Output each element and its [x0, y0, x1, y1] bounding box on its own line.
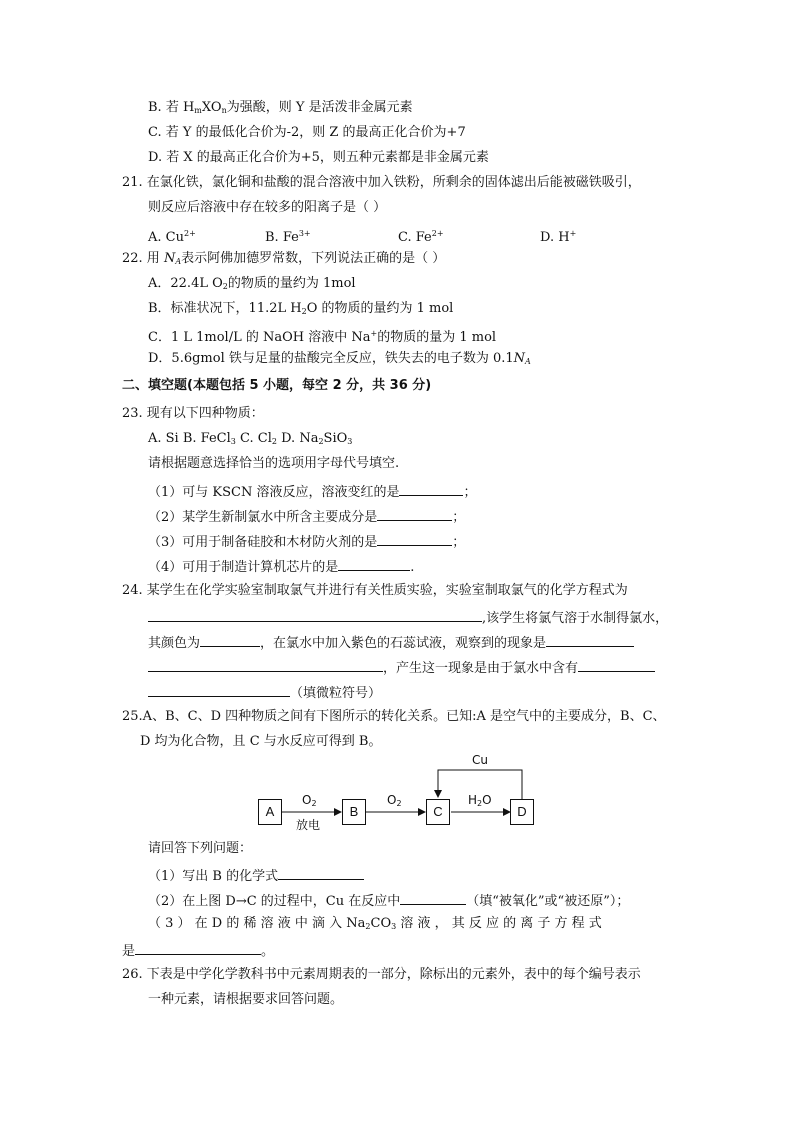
- q21-option-a: A. $Cu^{2+}$: [148, 229, 196, 245]
- q23-sub3: （3）可用于制备硅胶和木材防火剂的是 ；: [148, 531, 465, 552]
- q21-option-d: D. H+: [540, 229, 577, 245]
- answer-blank[interactable]: [135, 940, 261, 955]
- q22-option-c: C．1 L 1mol/L 的 NaOH 溶液中 Na+的物质的量为 1 mol: [148, 329, 497, 345]
- section-2-heading: 二、填空题(本题包括 5 小题，每空 2 分，共 36 分): [122, 378, 432, 393]
- q25-sub3-cont: 是 。: [122, 940, 274, 961]
- q24-line5: （填微粒符号）: [148, 682, 381, 703]
- q25-sub3: （ 3 ） 在 D 的 稀 溶 液 中 滴 入 $Na_2CO_3$ 溶 液 ， 其 反 应 的 离 子 方 程 式: [148, 916, 602, 931]
- q23-sub1: （1）可与 KSCN 溶液反应，溶液变红的是 ；: [148, 481, 477, 502]
- q23-instruction: 请根据题意选择恰当的选项用字母代号填空.: [148, 456, 400, 471]
- q25-line1: 25.A、B、C、D 四种物质之间有下图所示的转化关系。已知:A 是空气中的主要成分，B、C、: [122, 709, 666, 724]
- q26-line2: 一种元素，请根据要求回答问题。: [148, 992, 344, 1007]
- answer-blank[interactable]: [278, 865, 364, 880]
- q20-option-c: C. 若 Y 的最低化合价为-2，则 Z 的最高正化合价为+7: [148, 125, 466, 140]
- box-a: A: [258, 799, 282, 825]
- q23-sub4: （4）可用于制造计算机芯片的是 .: [148, 556, 414, 577]
- box-b: B: [342, 799, 366, 825]
- q21-stem-line2: 则反应后溶液中存在较多的阳离子是（ ）: [148, 200, 387, 215]
- q23-stem: 23. 现有以下四种物质：: [122, 406, 264, 421]
- arrow3-label-top: $H_2O$: [468, 793, 492, 808]
- q24-line3: 其颜色为 ，在氯水中加入紫色的石蕊试液，观察到的现象是: [148, 632, 634, 653]
- feedback-label: Cu: [472, 753, 488, 767]
- q23-substances: A. Si B. FeCl$_3$ C. $Cl_2$ D. $Na_2SiO_3$: [148, 431, 353, 446]
- q24-line2: ,该学生将氯气溶于水制得氯水，: [148, 607, 668, 628]
- q23-sub2: （2）某学生新制氯水中所含主要成分是 ；: [148, 506, 465, 527]
- q21-option-c: C. $Fe^{2+}$: [398, 229, 444, 245]
- answer-blank[interactable]: [400, 890, 466, 905]
- box-c: C: [426, 799, 450, 825]
- q24-line1: 24. 某学生在化学实验室制取氯气并进行有关性质实验，实验室制取氯气的化学方程式为: [122, 583, 628, 598]
- q21-stem-line1: 21. 在氯化铁，氯化铜和盐酸的混合溶液中加入铁粉，所剩余的固体滤出后能被磁铁吸引，: [122, 175, 641, 190]
- arrow1-label-bottom: 放电: [296, 818, 321, 832]
- q26-line1: 26. 下表是中学化学教科书中元素周期表的一部分，除标出的元素外，表中的每个编号表示: [122, 967, 641, 982]
- q25-prompt: 请回答下列问题：: [148, 841, 253, 856]
- arrow1-label-top: $O_2$: [302, 793, 317, 808]
- q25-line2: D 均为化合物，且 C 与水反应可得到 B。: [140, 734, 382, 749]
- q22-stem: 22. 用 $N_A$表示阿佛加德罗常数，下列说法正确的是（ ）: [122, 251, 446, 266]
- box-d: D: [510, 799, 534, 825]
- q20-option-b: B. 若 $H_mXO_n$为强酸，则 Y 是活泼非金属元素: [148, 100, 413, 115]
- q22-option-b: B．标准状况下，11.2L $H_2O$ 的物质的量约为 1 mol: [148, 301, 454, 316]
- q20-option-d: D. 若 X 的最高正化合价为+5，则五种元素都是非金属元素: [148, 150, 489, 165]
- q21-option-b: B. $Fe^{3+}$: [265, 229, 311, 245]
- q25-sub1: （1）写出 B 的化学式: [148, 865, 364, 886]
- q25-sub2: （2）在上图 D→C 的过程中，Cu 在反应中 （填“被氧化”或“被还原”）；: [148, 890, 629, 911]
- arrow2-label-top: $O_2$: [387, 793, 402, 808]
- q22-option-a: A．22.4L $O_2$的物质的量约为 1mol: [148, 276, 356, 291]
- q24-line4: ，产生这一现象是由于氯水中含有: [148, 657, 655, 678]
- q22-option-d: D．5.6gmol 铁与足量的盐酸完全反应，铁失去的电子数为 $0.1N_A$: [148, 351, 531, 366]
